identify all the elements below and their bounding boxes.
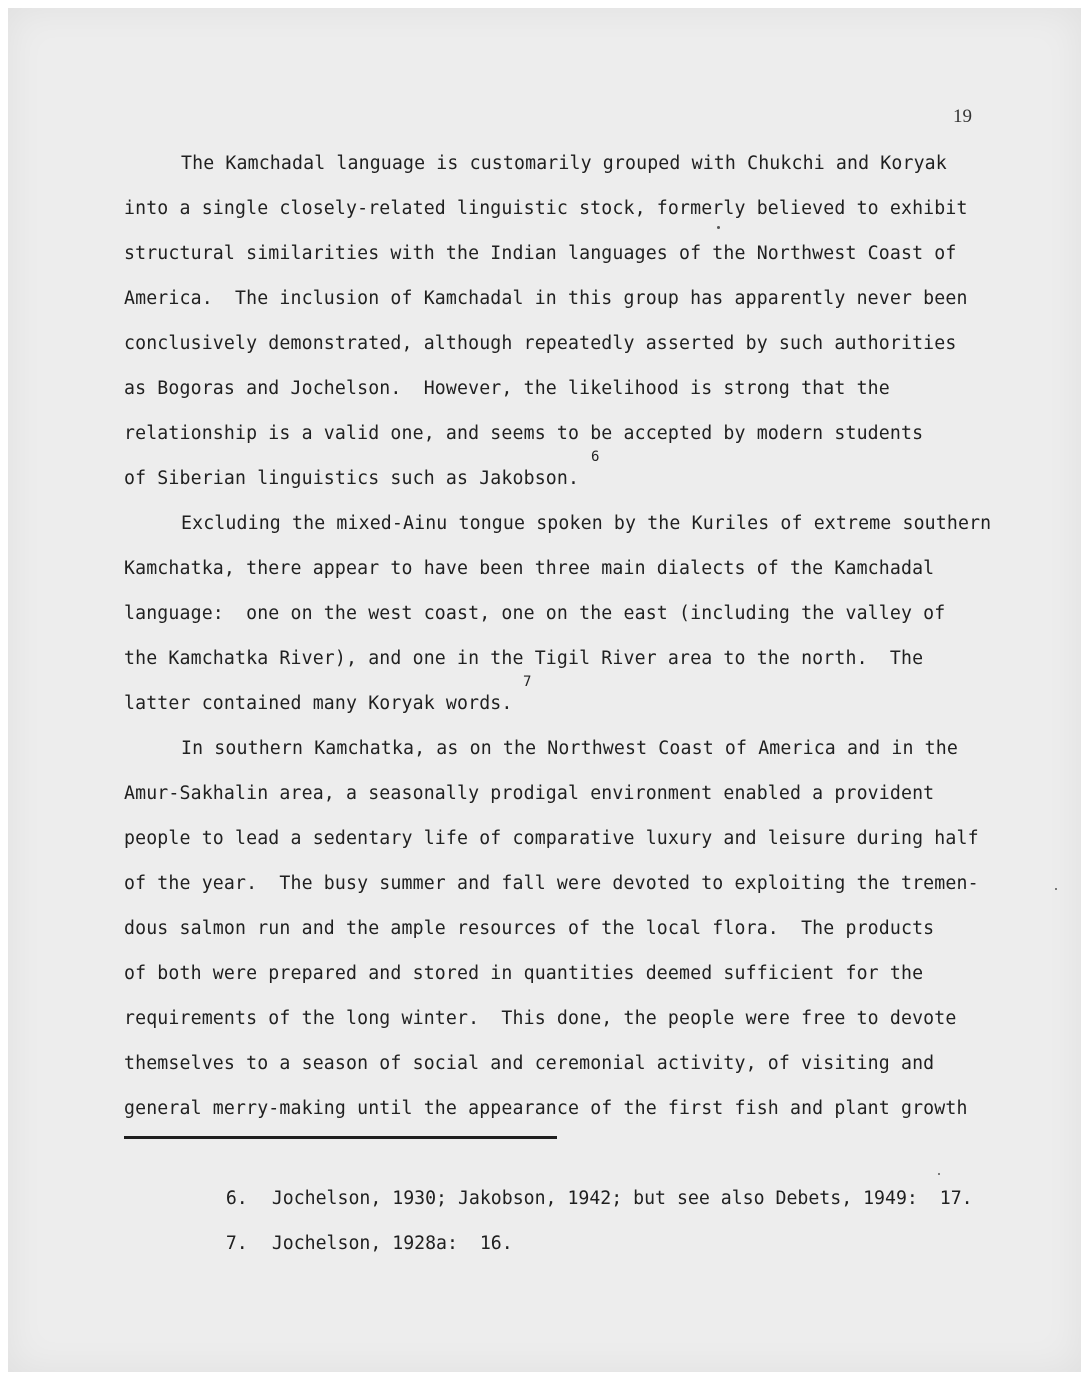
text-line: into a single closely-related linguistic stock, formerly believed to exhibit bbox=[124, 198, 968, 219]
text-line: Excluding the mixed-Ainu tongue spoken by the Kuriles of extreme southern bbox=[181, 513, 992, 534]
footnote-text: Jochelson, 1930; Jakobson, 1942; but see also Debets, 1949: 17. bbox=[271, 1188, 973, 1209]
footnote-number: 7. bbox=[225, 1233, 248, 1254]
text-line: America. The inclusion of Kamchadal in this group has apparently never been bbox=[124, 288, 968, 309]
text-line: relationship is a valid one, and seems to be accepted by modern students bbox=[124, 423, 924, 444]
text-line: Amur-Sakhalin area, a seasonally prodigal environment enabled a provident bbox=[124, 783, 935, 804]
text-line: In southern Kamchatka, as on the Northwest Coast of America and in the bbox=[181, 738, 958, 759]
text-line: general merry-making until the appearance of the first fish and plant growth bbox=[124, 1098, 968, 1119]
page-number: 19 bbox=[953, 106, 972, 127]
text-line: language: one on the west coast, one on the east (including the valley of bbox=[124, 603, 946, 624]
text-line: themselves to a season of social and ceremonial activity, of visiting and bbox=[124, 1053, 935, 1074]
text-line: requirements of the long winter. This done, the people were free to devote bbox=[124, 1008, 957, 1029]
footnote-number: 6. bbox=[225, 1188, 248, 1209]
text-line: of Siberian linguistics such as Jakobson. bbox=[124, 468, 580, 489]
footnote-text: Jochelson, 1928a: 16. bbox=[271, 1233, 513, 1254]
scan-speck bbox=[1055, 888, 1057, 890]
text-line: of both were prepared and stored in quantities deemed sufficient for the bbox=[124, 963, 924, 984]
scan-speck bbox=[717, 226, 720, 229]
footnote-marker: 6 bbox=[591, 449, 600, 465]
footnote-rule bbox=[124, 1136, 557, 1139]
text-line: conclusively demonstrated, although repeatedly asserted by such authorities bbox=[124, 333, 957, 354]
text-line: of the year. The busy summer and fall were devoted to exploiting the tremen- bbox=[124, 873, 979, 894]
scan-speck bbox=[938, 1173, 940, 1175]
text-line: the Kamchatka River), and one in the Tigil River area to the north. The bbox=[124, 648, 924, 669]
footnote-marker: 7 bbox=[523, 674, 532, 690]
text-line: latter contained many Koryak words. bbox=[124, 693, 513, 714]
text-line: as Bogoras and Jochelson. However, the likelihood is strong that the bbox=[124, 378, 890, 399]
text-line: structural similarities with the Indian languages of the Northwest Coast of bbox=[124, 243, 957, 264]
text-line: dous salmon run and the ample resources of the local flora. The products bbox=[124, 918, 935, 939]
text-line: Kamchatka, there appear to have been three main dialects of the Kamchadal bbox=[124, 558, 935, 579]
text-line: people to lead a sedentary life of comparative luxury and leisure during half bbox=[124, 828, 979, 849]
text-line: The Kamchadal language is customarily grouped with Chukchi and Koryak bbox=[181, 153, 947, 174]
footnote bbox=[182, 1211, 513, 1277]
document-page bbox=[8, 8, 1081, 1372]
